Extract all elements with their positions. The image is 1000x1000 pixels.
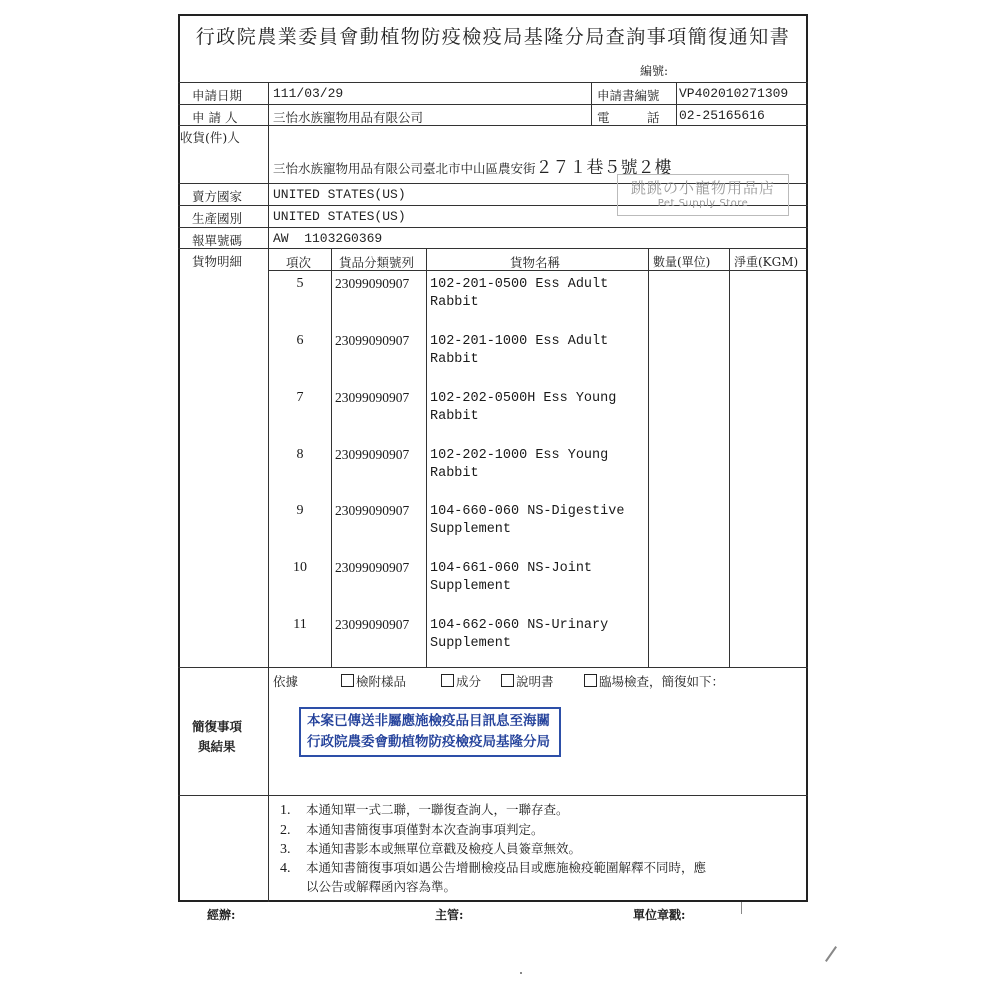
goods-row [270, 382, 808, 438]
checkbox-ingredients[interactable] [441, 672, 481, 690]
item-hs-code: 23099090907 [335, 333, 410, 348]
supervisor-signature-label: 主管: [435, 908, 464, 922]
item-no: 10 [293, 560, 307, 575]
note-item [280, 820, 544, 839]
note-item [280, 839, 581, 858]
divider [178, 82, 808, 83]
seller-country-value: UNITED STATES(US) [273, 187, 406, 202]
goods-row [270, 609, 808, 665]
item-name: 104-661-060 NS-Joint Supplement [430, 561, 593, 594]
serial-label: 編號: [640, 64, 669, 78]
note-number: 3. [280, 842, 291, 857]
item-no: 5 [296, 276, 304, 291]
result-section-label-1: 簡復事項 [192, 719, 243, 734]
item-name: 102-202-0500H Ess Young Rabbit [430, 391, 617, 424]
note-item [280, 800, 569, 819]
item-hs-code: 23099090907 [335, 617, 410, 632]
application-no-label: 申請書編號 [597, 88, 660, 103]
col-header-hs-code: 貨品分類號列 [339, 255, 415, 270]
divider [591, 82, 592, 125]
note-text: 本通知書簡復事項如遇公告增刪檢疫品目或應施檢疫範圍解釋不同時，應 [306, 860, 707, 875]
divider [178, 795, 808, 796]
goods-row [270, 325, 808, 381]
checkbox-manual[interactable] [501, 672, 554, 690]
quarantine-stamp [299, 707, 561, 757]
handler-signature-label: 經辦: [207, 908, 236, 922]
note-number: 1. [280, 803, 291, 818]
consignee-address: 三怡水族寵物用品有限公司臺北市中山區農安街 [273, 161, 536, 176]
scan-artifact [741, 902, 742, 914]
item-name: 102-201-0500 Ess Adult Rabbit [430, 277, 609, 310]
document-title: 行政院農業委員會動植物防疫檢疫局基隆分局查詢事項簡復通知書 [195, 26, 791, 48]
basis-label: 依據 [273, 674, 299, 689]
phone-value: 02-25165616 [679, 108, 765, 123]
divider [676, 82, 677, 125]
checkbox-label: 檢附樣品 [356, 674, 407, 689]
applicant-label: 申 請 人 [192, 110, 238, 125]
checkbox-icon[interactable] [441, 674, 454, 687]
item-no: 9 [296, 503, 304, 518]
item-name: 104-660-060 NS-Digestive Supplement [430, 504, 625, 537]
checkbox-icon[interactable] [341, 674, 354, 687]
note-number: 4. [280, 861, 291, 876]
applicant-value: 三怡水族寵物用品有限公司 [273, 110, 424, 125]
goods-row [270, 495, 808, 551]
checkbox-icon[interactable] [501, 674, 514, 687]
store-watermark [617, 174, 789, 216]
divider [178, 667, 808, 668]
note-number: 2. [280, 823, 291, 838]
checkbox-sample[interactable] [341, 672, 406, 690]
item-name: 102-201-1000 Ess Adult Rabbit [430, 334, 609, 367]
checkbox-label: 臨場檢查，簡復如下： [599, 674, 725, 689]
note-text: 本通知書影本或無單位章戳及檢疫人員簽章無效。 [306, 841, 582, 856]
col-header-net-weight: 淨重(KGM) [734, 255, 799, 269]
item-hs-code: 23099090907 [335, 276, 410, 291]
consignee-label: 收貨(件)人 [180, 130, 240, 145]
item-name: 104-662-060 NS-Urinary Supplement [430, 618, 609, 651]
divider [268, 82, 269, 902]
goods-row [270, 268, 808, 324]
stamp-line-1: 本案已傳送非屬應施檢疫品目訊息至海關 [307, 713, 550, 729]
goods-row [270, 439, 808, 495]
col-header-goods-name: 貨物名稱 [510, 255, 561, 270]
application-date-label: 申請日期 [192, 88, 243, 103]
stamp-line-2: 行政院農委會動植物防疫檢疫局基隆分局 [307, 734, 550, 750]
application-date-value: 111/03/29 [273, 86, 344, 101]
unit-seal-label: 單位章戳: [633, 908, 686, 922]
origin-country-value: UNITED STATES(US) [273, 209, 406, 224]
col-header-item-no: 項次 [286, 255, 312, 270]
item-hs-code: 23099090907 [335, 503, 410, 518]
item-hs-code: 23099090907 [335, 447, 410, 462]
goods-row [270, 552, 808, 608]
watermark-subtitle: Pet Supply Store [657, 198, 749, 209]
consignee-value [273, 153, 672, 178]
phone-label: 電 話 [597, 110, 660, 125]
item-name: 102-202-1000 Ess Young Rabbit [430, 448, 609, 481]
result-section-label-2: 與結果 [198, 739, 236, 754]
divider [178, 227, 808, 228]
item-no: 11 [293, 617, 307, 632]
goods-section-label: 貨物明細 [192, 254, 243, 269]
checkbox-label: 說明書 [516, 674, 554, 689]
note-item [280, 858, 706, 877]
watermark-store-name: 跳跳の小寵物用品店 [630, 179, 775, 197]
checkbox-label: 成分 [456, 674, 482, 689]
origin-country-label: 生產國別 [192, 211, 243, 226]
item-hs-code: 23099090907 [335, 390, 410, 405]
declaration-no-value: AW 11032G0369 [273, 231, 383, 246]
seller-country-label: 賣方國家 [192, 189, 243, 204]
note-text: 本通知單一式二聯，一聯復查詢人，一聯存查。 [306, 802, 569, 817]
divider [178, 248, 808, 249]
item-no: 8 [296, 447, 304, 462]
checkbox-onsite-inspection[interactable] [584, 672, 724, 690]
title-bar [178, 14, 808, 54]
note-text: 本通知書簡復事項僅對本次查詢事項判定。 [306, 822, 544, 837]
col-header-quantity: 數量(單位) [653, 255, 711, 269]
item-no: 7 [296, 390, 304, 405]
item-no: 6 [296, 333, 304, 348]
declaration-no-label: 報單號碼 [192, 233, 243, 248]
divider [178, 104, 808, 105]
scan-artifact [825, 946, 837, 962]
scan-artifact [520, 972, 522, 974]
checkbox-icon[interactable] [584, 674, 597, 687]
note-continuation: 以公告或解釋函內容為準。 [306, 879, 457, 894]
item-hs-code: 23099090907 [335, 560, 410, 575]
consignee-address-number: ２７１巷５號２樓 [535, 158, 672, 178]
application-no-value: VP402010271309 [679, 86, 789, 101]
